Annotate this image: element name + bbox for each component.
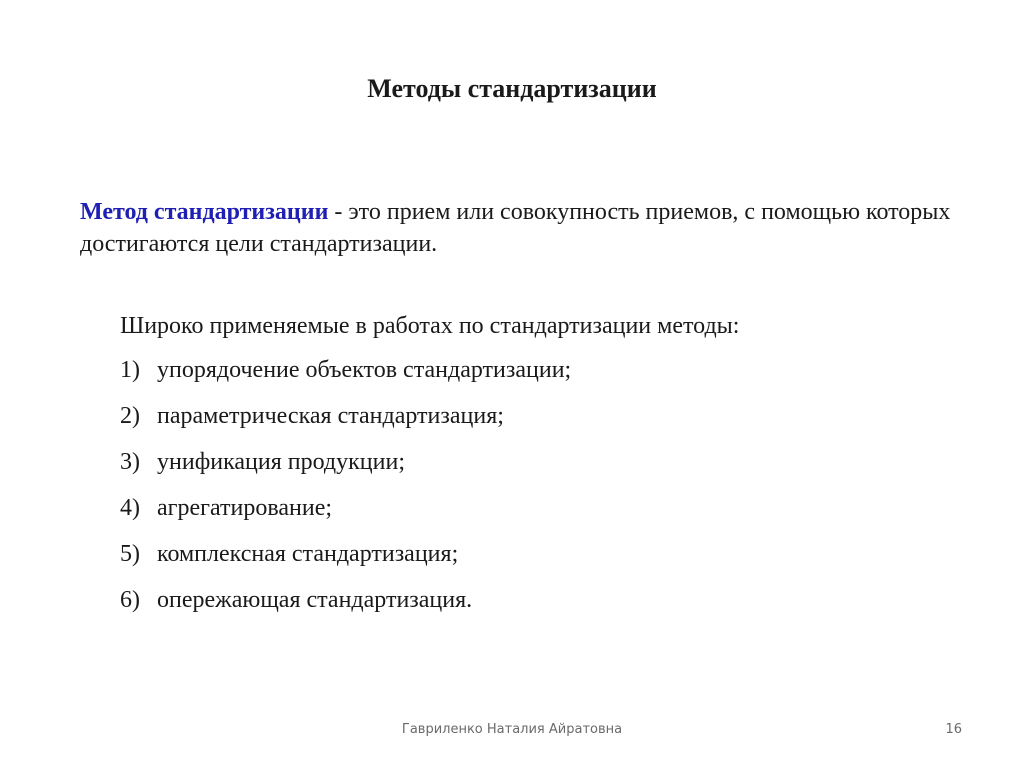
- list-item: [120, 492, 980, 538]
- list-item-number: 2): [120, 403, 140, 429]
- list-item-number: 6): [120, 587, 140, 613]
- list-item-number: 3): [120, 449, 140, 475]
- list-item-number: 4): [120, 495, 140, 521]
- list-item-label: упорядочение объектов стандартизации;: [157, 357, 572, 383]
- list-item: [120, 538, 980, 584]
- slide-title: Методы стандартизации: [367, 74, 657, 103]
- methods-list: [120, 354, 980, 630]
- list-item-label: комплексная стандартизация;: [157, 541, 459, 567]
- list-item-label: опережающая стандартизация.: [157, 587, 473, 613]
- list-item: [120, 446, 980, 492]
- list-item-label: унификация продукции;: [157, 449, 405, 475]
- list-item-number: 5): [120, 541, 140, 567]
- list-item: [120, 400, 980, 446]
- list-item-label: параметрическая стандартизация;: [157, 403, 504, 429]
- list-item-number: 1): [120, 357, 140, 383]
- methods-intro: Широко применяемые в работах по стандартизации методы:: [120, 313, 740, 339]
- list-item: [120, 584, 980, 630]
- page-number: 16: [945, 722, 962, 737]
- definition-term: Метод стандартизации: [80, 199, 329, 225]
- definition-paragraph: [80, 196, 1000, 260]
- list-item-label: агрегатирование;: [157, 495, 333, 521]
- footer-author: Гавриленко Наталия Айратовна: [401, 722, 623, 737]
- definition-text: - это прием или совокупность приемов, с помощью которых достигаются цели стандартизации.: [80, 199, 951, 257]
- list-item: [120, 354, 980, 400]
